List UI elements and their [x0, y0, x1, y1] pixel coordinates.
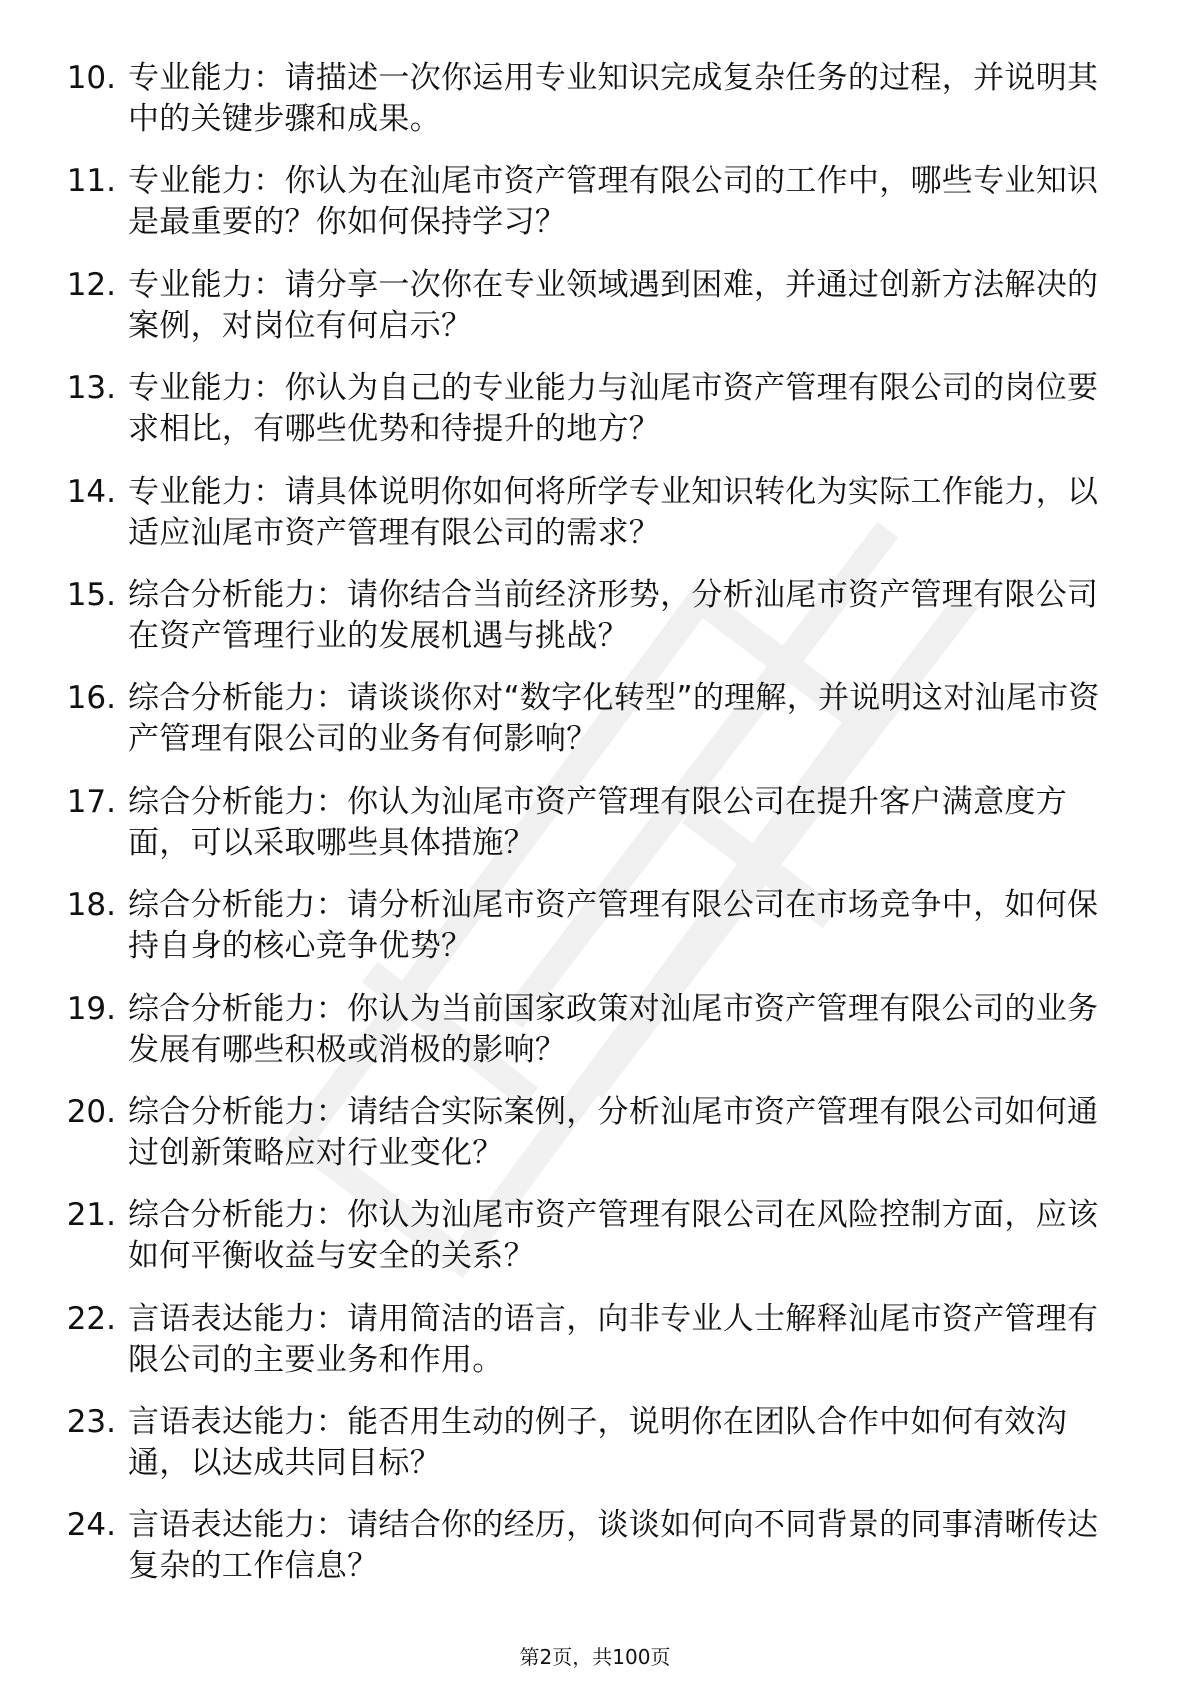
question-number: 13.	[66, 370, 116, 407]
question-number: 15.	[66, 576, 116, 613]
question-text: 综合分析能力：你认为汕尾市资产管理有限公司在风险控制方面，应该如何平衡收益与安全的关系？	[128, 1197, 1099, 1275]
list-item	[58, 989, 1118, 1092]
list-item	[58, 678, 1118, 781]
question-text: 专业能力：你认为自己的专业能力与汕尾市资产管理有限公司的岗位要求相比，有哪些优势和待提升的地方？	[128, 370, 1099, 448]
question-number: 18.	[66, 887, 116, 924]
question-text: 言语表达能力：请结合你的经历，谈谈如何向不同背景的同事清晰传达复杂的工作信息？	[128, 1507, 1099, 1585]
question-number: 10.	[66, 60, 116, 96]
page-footer: 第2页，共100页	[519, 1645, 671, 1669]
list-item	[58, 1299, 1118, 1402]
question-text: 专业能力：请描述一次你运用专业知识完成复杂任务的过程，并说明其中的关键步骤和成果。	[128, 60, 1099, 137]
question-text: 专业能力：你认为在汕尾市资产管理有限公司的工作中，哪些专业知识是最重要的？你如何保持学习？	[128, 163, 1099, 241]
question-text: 综合分析能力：你认为当前国家政策对汕尾市资产管理有限公司的业务发展有哪些积极或消极的影响？	[128, 990, 1099, 1068]
question-list	[58, 58, 1118, 1609]
list-item	[58, 575, 1118, 678]
question-text: 综合分析能力：你认为汕尾市资产管理有限公司在提升客户满意度方面，可以采取哪些具体措施？	[128, 783, 1067, 861]
question-number: 24.	[66, 1507, 116, 1544]
list-item	[58, 161, 1118, 264]
question-text: 综合分析能力：请分析汕尾市资产管理有限公司在市场竞争中，如何保持自身的核心竞争优势？	[128, 887, 1099, 965]
list-item	[58, 1505, 1118, 1608]
list-item	[58, 58, 1118, 161]
question-text: 综合分析能力：请谈谈你对“数字化转型”的理解，并说明这对汕尾市资产管理有限公司的业务有何影响？	[128, 680, 1100, 758]
question-text: 专业能力：请具体说明你如何将所学专业知识转化为实际工作能力，以适应汕尾市资产管理有限公司的需求？	[128, 473, 1099, 551]
question-text: 综合分析能力：请结合实际案例，分析汕尾市资产管理有限公司如何通过创新策略应对行业变化？	[128, 1093, 1099, 1171]
list-item	[58, 265, 1118, 368]
list-item	[58, 472, 1118, 575]
question-number: 16.	[66, 680, 116, 717]
list-item	[58, 1092, 1118, 1195]
question-number: 22.	[66, 1300, 116, 1337]
question-text: 专业能力：请分享一次你在专业领域遇到困难，并通过创新方法解决的案例，对岗位有何启示？	[128, 266, 1099, 344]
list-item	[58, 885, 1118, 988]
question-text: 言语表达能力：能否用生动的例子，说明你在团队合作中如何有效沟通，以达成共同目标？	[128, 1404, 1067, 1482]
list-item	[58, 1195, 1118, 1298]
question-number: 21.	[66, 1197, 116, 1234]
question-number: 14.	[66, 473, 116, 510]
question-number: 19.	[66, 990, 116, 1027]
list-item	[58, 368, 1118, 471]
question-text: 综合分析能力：请你结合当前经济形势，分析汕尾市资产管理有限公司在资产管理行业的发展机遇与挑战？	[128, 576, 1099, 654]
question-text: 言语表达能力：请用简洁的语言，向非专业人士解释汕尾市资产管理有限公司的主要业务和作用。	[128, 1300, 1099, 1378]
list-item	[58, 1402, 1118, 1505]
question-number: 23.	[66, 1404, 116, 1441]
question-number: 11.	[66, 163, 116, 200]
list-item	[58, 782, 1118, 885]
question-number: 12.	[66, 266, 116, 303]
question-number: 20.	[66, 1093, 116, 1130]
question-number: 17.	[66, 783, 116, 820]
